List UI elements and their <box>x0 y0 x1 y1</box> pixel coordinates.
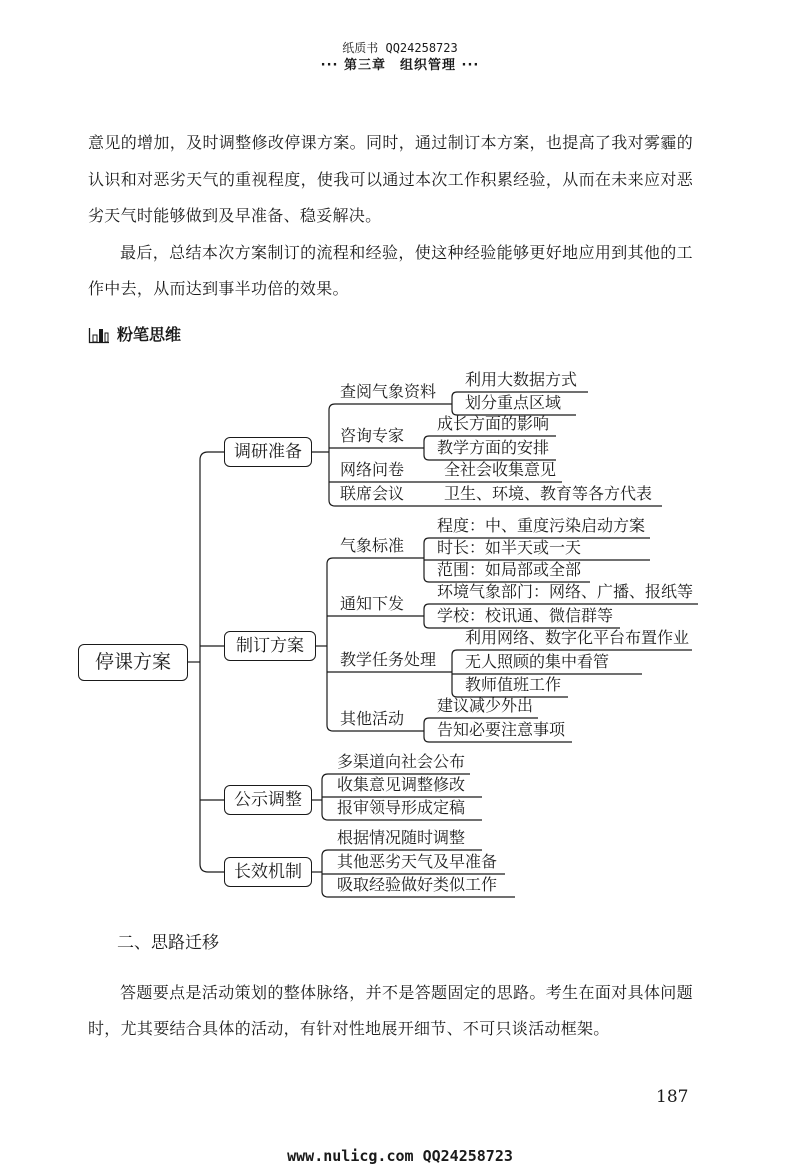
text-line: 认识和对恶劣天气的重视程度，使我可以通过本次工作积累经验，从而在未来应对恶 <box>88 169 693 189</box>
node-precautions: 告知必要注意事项 <box>437 720 566 739</box>
section-title-transfer: 二、思路迁移 <box>117 933 219 953</box>
text-line: 意见的增加，及时调整修改停课方案。同时，通过制订本方案，也提高了我对雾霾的 <box>88 133 693 152</box>
node-group-care: 无人照顾的集中看管 <box>465 652 610 671</box>
node-other-activities: 其他活动 <box>340 709 405 728</box>
transfer-text <box>88 975 693 1047</box>
header-chapter-title: ··· 第三章 组织管理 ··· <box>320 58 480 73</box>
page-number: 187 <box>656 1087 689 1107</box>
node-adjust-anytime: 根据情况随时调整 <box>337 828 466 847</box>
mindmap-root: 停课方案 <box>78 644 188 681</box>
connector-line <box>200 452 224 872</box>
node-online-homework: 利用网络、数字化平台布置作业 <box>465 628 690 647</box>
node-env-dept: 环境气象部门：网络、广播、报纸等 <box>437 582 694 601</box>
text-line: 时，尤其要结合具体的活动，有针对性地展开细节、不可只谈活动框架。 <box>88 1019 610 1038</box>
branch-research: 调研准备 <box>224 437 312 467</box>
text-line: 最后，总结本次方案制订的流程和经验，使这种经验能够更好地应用到其他的工 <box>120 242 693 262</box>
node-announce-public: 多渠道向社会公布 <box>337 752 466 771</box>
node-public-opinion: 全社会收集意见 <box>444 460 557 479</box>
node-school: 学校：校讯通、微信群等 <box>437 606 614 625</box>
node-weather-data: 查阅气象资料 <box>340 382 437 401</box>
branch-publicize: 公示调整 <box>224 785 312 815</box>
text-line: 答题要点是活动策划的整体脉络，并不是答题固定的思路。考生在面对具体问题 <box>120 983 693 1002</box>
node-scope: 范围：如局部或全部 <box>437 560 582 579</box>
node-prepare-early: 其他恶劣天气及早准备 <box>337 852 498 871</box>
branch-formulate: 制订方案 <box>224 631 316 661</box>
node-teacher-duty: 教师值班工作 <box>465 675 562 694</box>
node-representatives: 卫生、环境、教育等各方代表 <box>444 484 653 503</box>
text-line: 作中去，从而达到事半功倍的效果。 <box>88 279 349 298</box>
node-weather-standard: 气象标准 <box>340 536 405 555</box>
text-line: 劣天气时能够做到及早准备、稳妥解决。 <box>88 206 382 225</box>
node-joint-meeting: 联席会议 <box>340 484 405 503</box>
node-notice: 通知下发 <box>340 594 405 613</box>
node-report-finalize: 报审领导形成定稿 <box>337 798 466 817</box>
node-online-survey: 网络问卷 <box>340 460 405 479</box>
node-teaching-tasks: 教学任务处理 <box>340 650 437 669</box>
node-consult-experts: 咨询专家 <box>340 426 405 445</box>
node-big-data: 利用大数据方式 <box>465 370 578 389</box>
node-duration: 时长：如半天或一天 <box>437 538 582 557</box>
branch-longterm: 长效机制 <box>224 857 312 887</box>
header-source-line: 纸质书 QQ24258723 <box>342 41 458 55</box>
connector-line <box>327 558 424 731</box>
node-degree: 程度：中、重度污染启动方案 <box>437 516 646 535</box>
node-key-areas: 划分重点区域 <box>465 393 562 412</box>
section-title-fenbi: 粉笔思维 <box>117 325 182 344</box>
node-growth-impact: 成长方面的影响 <box>437 414 550 433</box>
node-collect-feedback: 收集意见调整修改 <box>337 775 466 794</box>
node-teaching-arrangement: 教学方面的安排 <box>437 438 550 457</box>
node-reduce-outings: 建议减少外出 <box>437 696 534 715</box>
node-apply-experience: 吸取经验做好类似工作 <box>337 875 498 894</box>
trunk-connectors <box>188 452 224 872</box>
footer-watermark: www.nulicg.com QQ24258723 <box>287 1147 513 1165</box>
